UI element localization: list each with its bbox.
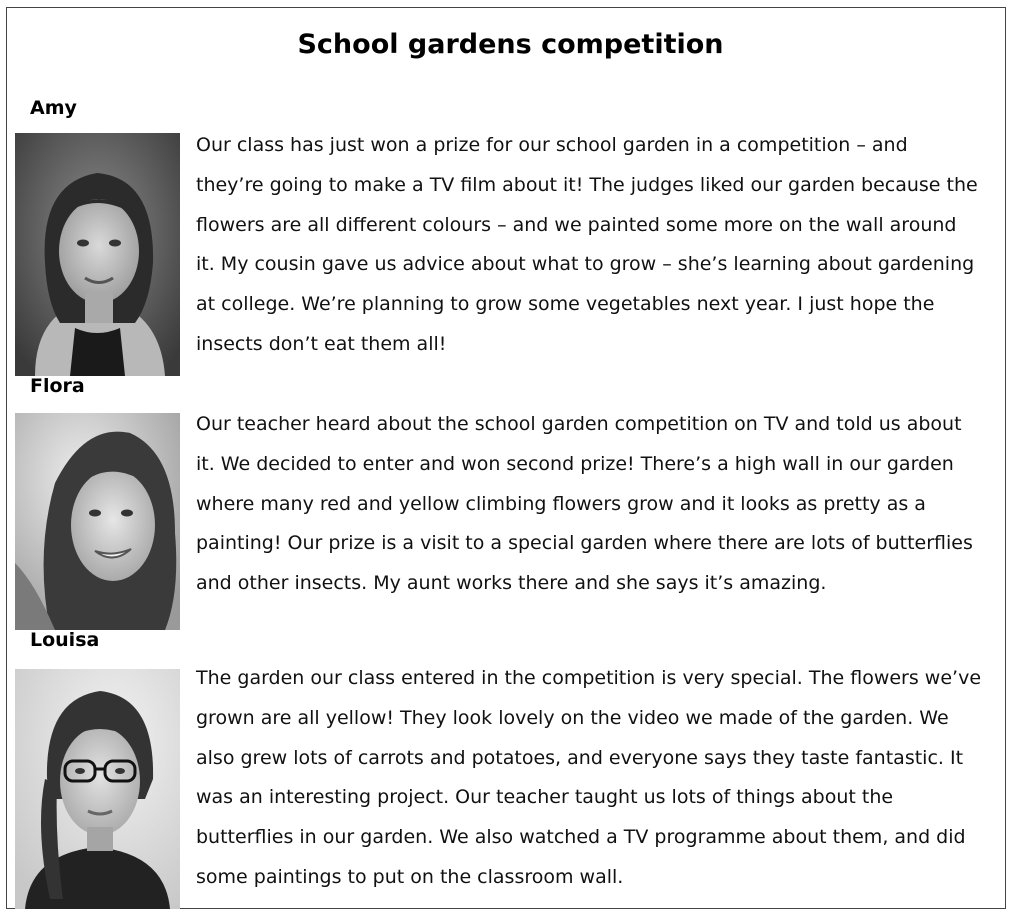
paragraph-amy bbox=[196, 126, 996, 365]
page-title: School gardens competition bbox=[297, 29, 724, 60]
photo-amy bbox=[15, 133, 180, 376]
text-line: it. My cousin gave us advice about what to grow – she’s learning about gardening bbox=[196, 253, 975, 276]
text-line: insects don’t eat them all! bbox=[196, 332, 447, 355]
text-line: and other insects. My aunt works there and she says it’s amazing. bbox=[196, 572, 827, 595]
text-line: also grew lots of carrots and potatoes, and everyone says they taste fantastic. It bbox=[196, 746, 964, 769]
paragraph-flora bbox=[196, 405, 996, 604]
text-line: flowers are all different colours – and we painted some more on the wall around bbox=[196, 213, 957, 236]
text-line: The garden our class entered in the competition is very special. The flowers we’ve bbox=[196, 667, 982, 689]
text-line: grown are all yellow! They look lovely on the video we made of the garden. We bbox=[196, 706, 949, 729]
name-amy: Amy bbox=[30, 97, 77, 119]
text-line: butterflies in our garden. We also watched a TV programme about them, and did bbox=[196, 826, 966, 849]
text-line: was an interesting project. Our teacher taught us lots of things about the bbox=[196, 786, 894, 809]
girl-with-glasses-portrait-icon bbox=[15, 669, 180, 909]
text-line: where many red and yellow climbing flowers grow and it looks as pretty as a bbox=[196, 492, 926, 515]
text-line: some paintings to put on the classroom wall. bbox=[196, 865, 624, 888]
name-louisa: Louisa bbox=[30, 629, 100, 651]
text-line: painting! Our prize is a visit to a special garden where there are lots of butterflies bbox=[196, 532, 973, 555]
text-line: Our teacher heard about the school garden competition on TV and told us about bbox=[196, 413, 962, 435]
photo-louisa bbox=[15, 669, 180, 909]
girl-portrait-icon bbox=[15, 133, 180, 376]
name-flora: Flora bbox=[30, 375, 85, 397]
paragraph-louisa bbox=[196, 659, 996, 898]
text-line: at college. We’re planning to grow some vegetables next year. I just hope the bbox=[196, 293, 935, 316]
girl-portrait-icon bbox=[15, 413, 180, 630]
photo-flora bbox=[15, 413, 180, 630]
text-line: it. We decided to enter and won second prize! There’s a high wall in our garden bbox=[196, 452, 954, 475]
text-line: Our class has just won a prize for our school garden in a competition – and bbox=[196, 134, 908, 156]
text-line: they’re going to make a TV film about it! The judges liked our garden because the bbox=[196, 173, 978, 196]
